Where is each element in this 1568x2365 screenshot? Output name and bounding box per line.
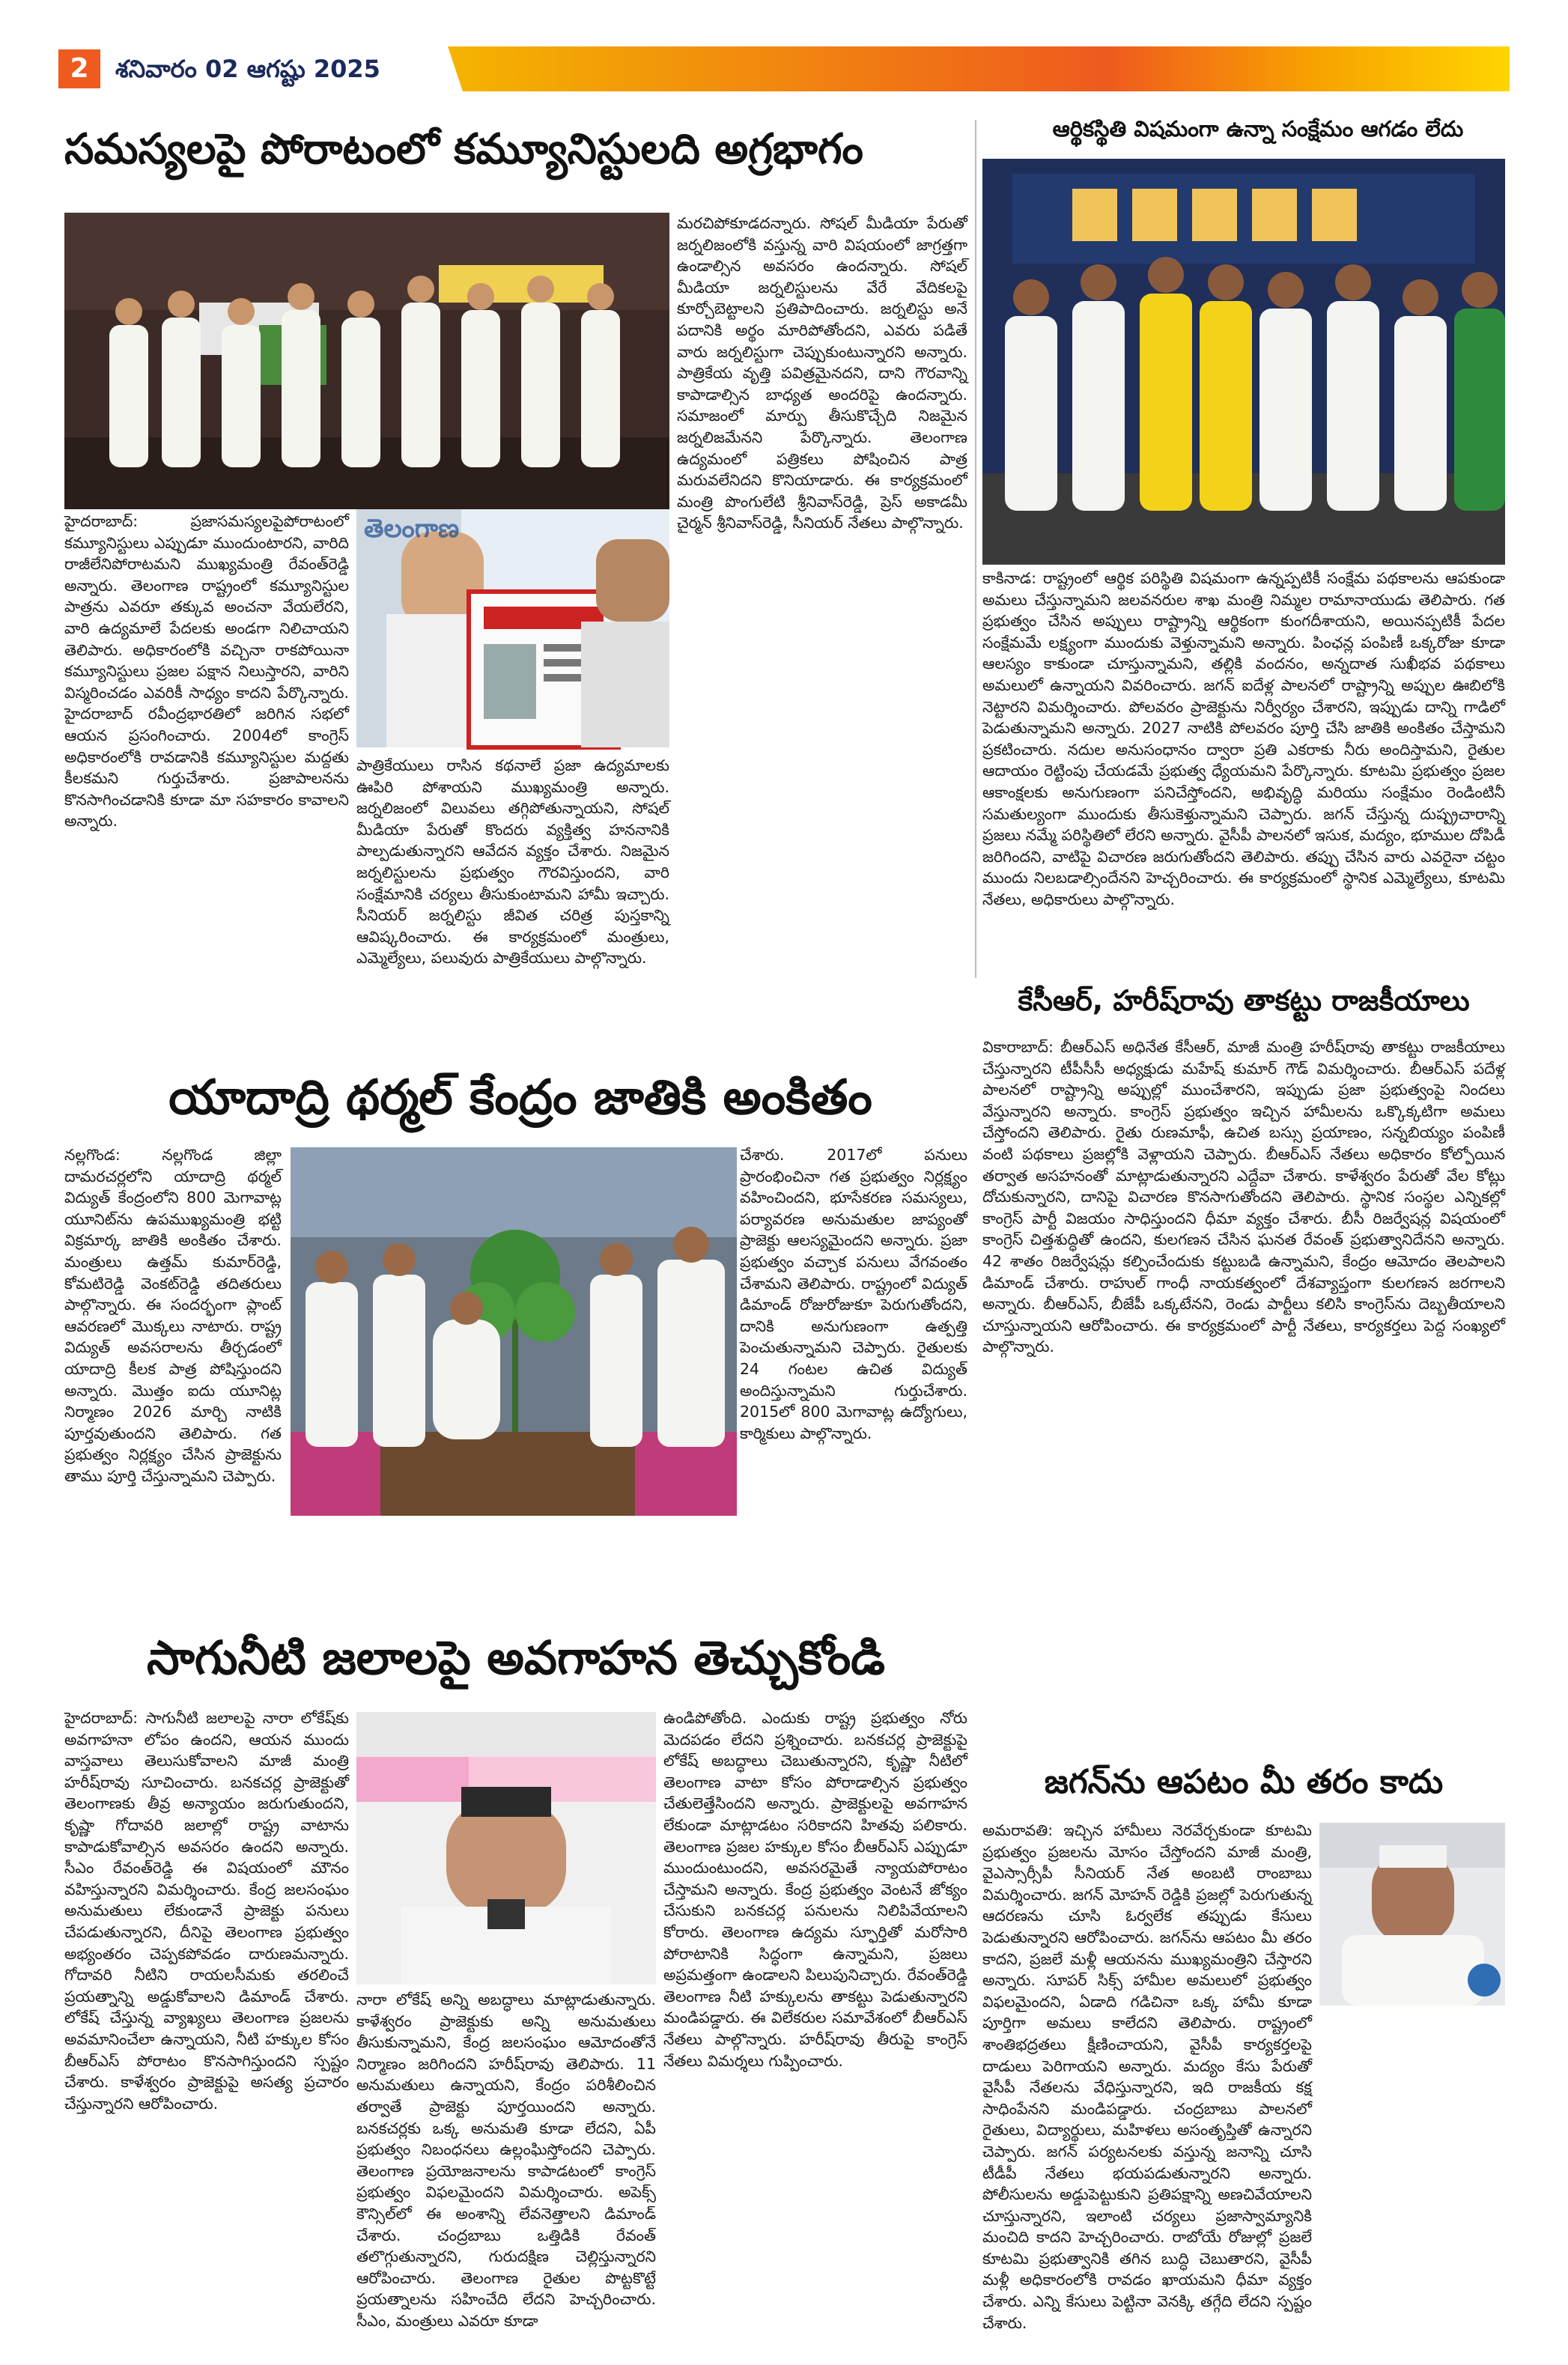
communists-col2: పాత్రికేయులు రాసిన కథనాలే ప్రజా ఉద్యమాలకు ఊపిరి పోశాయని ముఖ్యమంత్రి అన్నారు. జర్నలిజంలో విలువలు తగ్గిపోతున్నాయని, సోషల్ మీడియా పేరుతో కొందరు వ్యక్తిత్వ హననానికి పాల్పడుతున్నారని ఆవేదన వ్యక్తం చేశారు. నిజమైన జర్నలిస్టులను ప్రభుత్వం గౌరవిస్తుందని, వారి సంక్షేమానికి చర్యలు తీసుకుంటామని హామీ ఇచ్చారు. సీనియర్ జర్నలిస్టు జీవిత చరిత్ర పుస్తకాన్ని ఆవిష్కరించారు. ఈ కార్యక్రమంలో మంత్రులు, ఎమ్మెల్యేలు, పలువురు పాత్రికేయులు పాల్గొన్నారు. xyxy=(356,756,669,968)
jagan-body: అమరావతి: ఇచ్చిన హామీలు నెరవేర్చకుండా కూటమి ప్రభుత్వం ప్రజలను మోసం చేస్తోందని మాజీ మంత్రి, వైఎస్సార్సీపీ సీనియర్ నేత అంబటి రాంబాబు విమర్శించారు. జగన్ మోహన్ రెడ్డికి ప్రజల్లో పెరుగుతున్న ఆదరణను చూసి ఓర్వలేక తప్పుడు కేసులు పెడుతున్నారని ఆరోపించారు. జగన్‌ను ఆపటం మీ తరం కాదని, ప్రజలే మళ్లీ ఆయనను ముఖ్యమంత్రిని చేస్తారని అన్నారు. సూపర్ సిక్స్ హామీల అమలులో ప్రభుత్వం విఫలమైందని, ఏడాది గడిచినా ఒక్క హామీ కూడా పూర్తిగా అమలు కాలేదని తెలిపారు. రాష్ట్రంలో శాంతిభద్రతలు క్షీణించాయని, వైసీపీ కార్యకర్తలపై దాడులు పెరిగాయని అన్నారు. మద్యం కేసు పేరుతో వైసీపీ నేతలను వేధిస్తున్నారని, ఇది రాజకీయ కక్ష సాధింపేనని మండిపడ్డారు. చంద్రబాబు పాలనలో రైతులు, విద్యార్థులు, మహిళలు అసంతృప్తితో ఉన్నారని చెప్పారు. జగన్ పర్యటనలకు వస్తున్న జనాన్ని చూసి టీడీపీ నేతలు భయపడుతున్నారని అన్నారు. పోలీసులను అడ్డుపెట్టుకుని ప్రతిపక్షాన్ని అణచివేయాలని చూస్తున్నారని, ఇలాంటి చర్యలు ప్రజాస్వామ్యానికి మంచిది కాదని హెచ్చరించారు. రాబోయే రోజుల్లో ప్రజలే కూటమి ప్రభుత్వానికి తగిన బుద్ధి చెబుతారని, వైసీపీ మళ్లీ అధికారంలోకి రావడం ఖాయమని ధీమా వ్యక్తం చేశారు. ఎన్ని కేసులు పెట్టినా వెనక్కి తగ్గేది లేదని స్పష్టం చేశారు. xyxy=(982,1821,1312,2332)
headline-communists: సమస్యలపై పోరాటంలో కమ్యూనిస్టులది అగ్రభాగం xyxy=(64,125,863,174)
kcr-body: వికారాబాద్: బీఆర్ఎస్ అధినేత కేసీఆర్, మాజీ మంత్రి హరీష్‌రావు తాకట్టు రాజకీయాలు చేస్తున్నారని టీపీసీసీ అధ్యక్షుడు మహేష్ కుమార్ గౌడ్ విమర్శించారు. బీఆర్ఎస్ పదేళ్ల పాలనలో రాష్ట్రాన్ని అప్పుల్లో ముంచేశారని, ఇప్పుడు ప్రజా ప్రభుత్వంపై నిందలు వేస్తున్నారని అన్నారు. కాంగ్రెస్ ప్రభుత్వం ఇచ్చిన హామీలను ఒక్కొక్కటిగా అమలు చేస్తోందని తెలిపారు. రైతు రుణమాఫీ, ఉచిత బస్సు ప్రయాణం, సన్నబియ్యం పంపిణీ వంటి పథకాలు ప్రజల్లోకి వెళ్లాయని చెప్పారు. బీఆర్ఎస్ నేతలు అధికారం కోల్పోయిన తర్వాత అసహనంతో మాట్లాడుతున్నారని ఎద్దేవా చేశారు. కాళేశ్వరం పేరుతో వేల కోట్లు దోచుకున్నారని, దానిపై విచారణ కొనసాగుతోందని తెలిపారు. స్థానిక సంస్థల ఎన్నికల్లో కాంగ్రెస్ పార్టీ విజయం సాధిస్తుందని ధీమా వ్యక్తం చేశారు. బీసీ రిజర్వేషన్ల విషయంలో కాంగ్రెస్ చిత్తశుద్ధితో ఉందని, కులగణన చేసిన ఘనత రేవంత్ ప్రభుత్వానిదేనని అన్నారు. 42 శాతం రిజర్వేషన్లు కల్పించేందుకు కట్టుబడి ఉన్నామని, కేంద్రం ఆమోదం తెలపాలని డిమాండ్ చేశారు. రాహుల్ గాంధీ నాయకత్వంలో దేశవ్యాప్తంగా కులగణన జరగాలని అన్నారు. బీఆర్ఎస్, బీజేపీ ఒక్కటేనని, రెండు పార్టీలు కలిసి కాంగ్రెస్‌ను దెబ్బతీయాలని చూస్తున్నాయని ఆరోపించారు. ఈ కార్యక్రమంలో పార్టీ నేతలు, కార్యకర్తలు పెద్ద సంఖ్యలో పాల్గొన్నారు. xyxy=(982,1038,1505,1356)
photo-welfare-meeting xyxy=(982,159,1505,565)
headline-yadadri: యాదాద్రి థర్మల్ కేంద్రం జాతికి అంకితం xyxy=(168,1070,872,1126)
yadadri-col2: చేశారు. 2017లో పనులు ప్రారంభించినా గత ప్రభుత్వం నిర్లక్ష్యం వహించిందని, భూసేకరణ సమస్యలు, పర్యావరణ అనుమతుల జాప్యంతో ప్రాజెక్టు ఆలస్యమైందని అన్నారు. ప్రజా ప్రభుత్వం వచ్చాక పనులు వేగవంతం చేశామని తెలిపారు. రాష్ట్రంలో విద్యుత్ డిమాండ్ రోజురోజుకూ పెరుగుతోందని, దానికి అనుగుణంగా ఉత్పత్తి పెంచుతున్నామని చెప్పారు. రైతులకు 24 గంటల ఉచిత విద్యుత్ అందిస్తున్నామని గుర్తుచేశారు. 2015లో 800 మెగావాట్ల ఉద్యోగులు, కార్మికులు పాల్గొన్నారు. xyxy=(740,1146,967,1442)
photo-stage-event xyxy=(64,213,669,509)
yadadri-col1: నల్లగొండ: నల్లగొండ జిల్లా దామరచర్లలోని యాదాద్రి థర్మల్ విద్యుత్ కేంద్రంలోని 800 మెగావాట్ల యూనిట్‌ను ఉపముఖ్యమంత్రి భట్టి విక్రమార్క జాతికి అంకితం చేశారు. మంత్రులు ఉత్తమ్ కుమార్‌రెడ్డి, కోమటిరెడ్డి వెంకట్‌రెడ్డి తదితరులు పాల్గొన్నారు. ఈ సందర్భంగా ప్లాంట్ ఆవరణలో మొక్కలు నాటారు. రాష్ట్ర విద్యుత్ అవసరాలను తీర్చడంలో యాదాద్రి కీలక పాత్ర పోషిస్తుందని అన్నారు. మొత్తం ఐదు యూనిట్ల నిర్మాణం 2026 మార్చి నాటికి పూర్తవుతుందని తెలిపారు. గత ప్రభుత్వం నిర్లక్ష్యం చేసిన ప్రాజెక్టును తాము పూర్తి చేస్తున్నామని చెప్పారు. xyxy=(64,1146,282,1485)
page-number: 2 xyxy=(58,49,100,88)
photo-ambati xyxy=(1319,1823,1505,2006)
photo-yadadri-plantation xyxy=(291,1147,737,1516)
communists-col1: హైదరాబాద్: ప్రజాసమస్యలపైపోరాటంలో కమ్యూనిస్టులు ఎప్పుడూ ముందుంటారని, వారిది రాజీలేనిపోరాటమని ముఖ్యమంత్రి రేవంత్‌రెడ్డి అన్నారు. తెలంగాణ రాష్ట్రంలో కమ్యూనిస్టుల పాత్రను ఎవరూ తక్కువ అంచనా వేయలేరని, వారి ఉద్యమాలే పేదలకు అండగా నిలిచాయని తెలిపారు. అధికారంలోకి వచ్చినా రాకపోయినా కమ్యూనిస్టులు ప్రజల పక్షాన నిలుస్తారని, వారిని విస్మరించడం ఎవరికీ సాధ్యం కాదని పేర్కొన్నారు. హైదరాబాద్ రవీంద్రభారతిలో జరిగిన సభలో ఆయన ప్రసంగించారు. 2004లో కాంగ్రెస్ అధికారంలోకి రావడానికి కమ్యూనిస్టుల మద్దతు కీలకమని గుర్తుచేశారు. ప్రజాపాలనను కొనసాగించడానికి కూడా మా సహకారం కావాలని అన్నారు. xyxy=(64,512,349,831)
issue-date: శనివారం 02 ఆగష్టు 2025 xyxy=(115,55,380,83)
irrigation-col2: నారా లోకేష్ అన్ని అబద్ధాలు మాట్లాడుతున్నారు. కాళేశ్వరం ప్రాజెక్టుకు అన్ని అనుమతులు తీసుకున్నామని, కేంద్ర జలసంఘం ఆమోదంతోనే నిర్మాణం జరిగిందని హరీష్‌రావు తెలిపారు. 11 అనుమతులు ఉన్నాయని, కేంద్రం పరిశీలించిన తర్వాతే ప్రాజెక్టు పూర్తయిందని అన్నారు. బనకచర్లకు ఒక్క అనుమతి కూడా లేదని, ఏపీ ప్రభుత్వం నిబంధనలు ఉల్లంఘిస్తోందని చెప్పారు. తెలంగాణ ప్రయోజనాలను కాపాడటంలో కాంగ్రెస్ ప్రభుత్వం విఫలమైందని విమర్శించారు. అపెక్స్ కౌన్సిల్‌లో ఈ అంశాన్ని లేవనెత్తాలని డిమాండ్ చేశారు. చంద్రబాబు ఒత్తిడికి రేవంత్ తలొగ్గుతున్నారని, గురుదక్షిణ చెల్లిస్తున్నారని ఆరోపించారు. తెలంగాణ రైతుల పొట్టకొట్టే ప్రయత్నాలను సహించేది లేదని హెచ్చరించారు. సీఎం, మంత్రులు ఎవరూ కూడా xyxy=(356,1991,656,2330)
irrigation-col1: హైదరాబాద్: సాగునీటి జలాలపై నారా లోకేష్‌కు అవగాహనా లోపం ఉందని, ఆయన ముందు వాస్తవాలు తెలుసుకోవాలని మాజీ మంత్రి హరీష్‌రావు సూచించారు. బనకచర్ల ప్రాజెక్టుతో తెలంగాణకు తీవ్ర అన్యాయం జరుగుతుందని, కృష్ణా గోదావరి జలాల్లో రాష్ట్ర వాటాను కాపాడుకోవాల్సిన అవసరం ఉందని అన్నారు. సీఎం రేవంత్‌రెడ్డి ఈ విషయంలో మౌనం వహిస్తున్నారని విమర్శించారు. కేంద్ర జలసంఘం అనుమతులు లేకుండానే ప్రాజెక్టు పనులు చేపడుతున్నారని, దీనిపై తెలంగాణ ప్రభుత్వం అభ్యంతరం చెప్పకపోవడం దారుణమన్నారు. గోదావరి నీటిని రాయలసీమకు తరలించే ప్రయత్నాన్ని అడ్డుకోవాలని డిమాండ్ చేశారు. లోకేష్ చేస్తున్న వ్యాఖ్యలు తెలంగాణ ప్రజలను అవమానించేలా ఉన్నాయని, నీటి హక్కుల కోసం బీఆర్ఎస్ పోరాటం కొనసాగిస్తుందని స్పష్టం చేశారు. కాళేశ్వరం ప్రాజెక్టుపై అసత్య ప్రచారం చేస్తున్నారని ఆరోపించారు. xyxy=(64,1709,349,2113)
newspaper-masthead: తెలంగాణ xyxy=(364,514,460,544)
headline-jagan: జగన్‌ను ఆపటం మీ తరం కాదు xyxy=(1044,1763,1444,1801)
headline-irrigation: సాగునీటి జలాలపై అవగాహన తెచ్చుకోండి xyxy=(146,1630,886,1685)
photo-cm-newspaper xyxy=(356,509,669,747)
headline-kcr: కేసీఆర్, హరీష్‌రావు తాకట్టు రాజకీయాలు xyxy=(1018,984,1470,1017)
photo-harish-rao xyxy=(356,1712,656,1985)
irrigation-col3: ఉండిపోతోంది. ఎందుకు రాష్ట్ర ప్రభుత్వం నోరు మెదపడం లేదని ప్రశ్నించారు. బనకచర్ల ప్రాజెక్టుపై లోకేష్ అబద్ధాలు చెబుతున్నారని, కృష్ణా నీటిలో తెలంగాణ వాటా కోసం పోరాడాల్సిన ప్రభుత్వం చేతులెత్తేసిందని అన్నారు. ప్రాజెక్టులపై అవగాహన లేకుండా మాట్లాడటం సరికాదని హితవు పలికారు. తెలంగాణ ప్రజల హక్కుల కోసం బీఆర్ఎస్ ఎప్పుడూ ముందుంటుందని, అవసరమైతే న్యాయపోరాటం చేస్తామని అన్నారు. కేంద్ర ప్రభుత్వం వెంటనే జోక్యం చేసుకుని బనకచర్ల పనులను నిలిపివేయాలని కోరారు. తెలంగాణ ఉద్యమ స్ఫూర్తితో మరోసారి పోరాటానికి సిద్ధంగా ఉన్నామని, ప్రజలు అప్రమత్తంగా ఉండాలని పిలుపునిచ్చారు. రేవంత్‌రెడ్డి తెలంగాణ నీటి హక్కులను తాకట్టు పెడుతున్నారని మండిపడ్డారు. ఈ విలేకరుల సమావేశంలో బీఆర్ఎస్ నేతలు పాల్గొన్నారు. హరీష్‌రావు తీరుపై కాంగ్రెస్ నేతలు విమర్శలు గుప్పించారు. xyxy=(663,1709,967,2070)
communists-col3: మరచిపోకూడదన్నారు. సోషల్ మీడియా పేరుతో జర్నలిజంలోకి వస్తున్న వారి విషయంలో జాగ్రత్తగా ఉండాల్సిన అవసరం ఉందన్నారు. సోషల్ మీడియా జర్నలిస్టులను వేరే వేదికలపై కూర్చోబెట్టాలని ప్రతిపాదించారు. జర్నలిస్టు అనే పదానికి అర్థం మారిపోతోందని, ఎవరు పడితే వారు జర్నలిస్టుగా చెప్పుకుంటున్నారని అన్నారు. పాత్రికేయ వృత్తి పవిత్రమైనదని, దాని గౌరవాన్ని కాపాడాల్సిన బాధ్యత అందరిపై ఉందన్నారు. సమాజంలో మార్పు తీసుకొచ్చేది నిజమైన జర్నలిజమేనని పేర్కొన్నారు. తెలంగాణ ఉద్యమంలో పత్రికలు పోషించిన పాత్ర మరువలేనిదని కొనియాడారు. ఈ కార్యక్రమంలో మంత్రి పొంగులేటి శ్రీనివాస్‌రెడ్డి, ప్రెస్ అకాడమీ చైర్మన్ శ్రీనివాస్‌రెడ్డి, సీనియర్ నేతలు పాల్గొన్నారు. xyxy=(677,214,967,532)
header-bar xyxy=(58,46,1510,91)
welfare-body: కాకినాడ: రాష్ట్రంలో ఆర్థిక పరిస్థితి విషమంగా ఉన్నప్పటికీ సంక్షేమ పథకాలను ఆపకుండా అమలు చేస్తున్నామని జలవనరుల శాఖ మంత్రి నిమ్మల రామానాయుడు తెలిపారు. గత ప్రభుత్వం చేసిన అప్పులు రాష్ట్రాన్ని ఆర్థికంగా కుంగదీశాయని, అయినప్పటికీ పేదల సంక్షేమమే లక్ష్యంగా ముందుకు వెళ్తున్నామని అన్నారు. పింఛన్ల పంపిణీ ఒక్కరోజు కూడా ఆలస్యం కాకుండా చూస్తున్నామని, తల్లికి వందనం, అన్నదాత సుఖీభవ పథకాలు అమలులో ఉన్నాయని వివరించారు. జగన్ ఐదేళ్ల పాలనలో రాష్ట్రాన్ని అప్పుల ఊబిలోకి నెట్టారని విమర్శించారు. పోలవరం ప్రాజెక్టును నిర్వీర్యం చేశారని, ఇప్పుడు దాన్ని గాడిలో పెడుతున్నామని అన్నారు. 2027 నాటికి పోలవరం పూర్తి చేసి జాతికి అంకితం చేస్తామని ప్రకటించారు. నదుల అనుసంధానం ద్వారా ప్రతి ఎకరాకు నీరు అందిస్తామని, రైతుల ఆదాయం రెట్టింపు చేయడమే ప్రభుత్వ ధ్యేయమని పేర్కొన్నారు. కూటమి ప్రభుత్వం ప్రజల ఆకాంక్షలకు అనుగుణంగా పనిచేస్తోందని, అభివృద్ధి మరియు సంక్షేమం రెండింటినీ సమతుల్యంగా ముందుకు తీసుకెళ్తున్నామని చెప్పారు. జగన్ చేస్తున్న దుష్ప్రచారాన్ని ప్రజలు నమ్మే పరిస్థితిలో లేరని అన్నారు. వైసీపీ పాలనలో ఇసుక, మద్యం, భూముల దోపిడీ జరిగిందని, వాటిపై విచారణ జరుగుతోందని తెలిపారు. తప్పు చేసిన వారు ఎవరైనా చట్టం ముందు నిలబడాల్సిందేనని హెచ్చరించారు. ఈ కార్యక్రమంలో స్థానిక ఎమ్మెల్యేలు, కూటమి నేతలు, అధికారులు పాల్గొన్నారు. xyxy=(982,569,1505,908)
headline-welfare: ఆర్థికస్థితి విషమంగా ఉన్నా సంక్షేమం ఆగడం లేదు xyxy=(1052,116,1464,142)
divider xyxy=(975,120,976,978)
